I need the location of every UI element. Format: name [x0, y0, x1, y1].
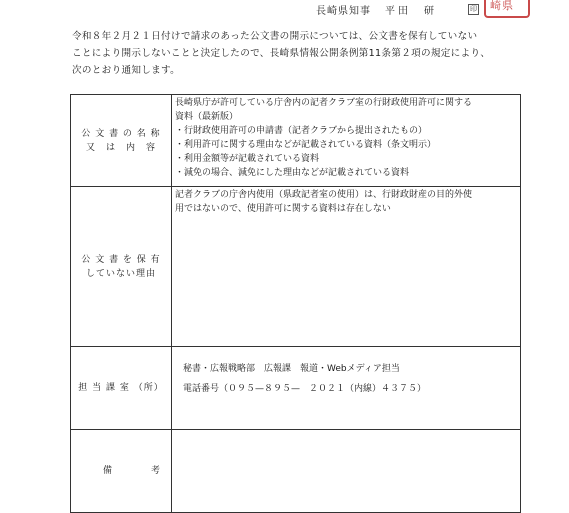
intro-paragraph [72, 28, 532, 79]
content-reason: 記者クラブの庁舎内使用（県政記者室の使用）は、行財政財産の目的外使 用ではないので、使用許可に関する資料は存在しない [172, 187, 521, 347]
seal-text: 崎県 [490, 0, 514, 12]
issuer-line [316, 2, 437, 17]
label-department: 担 当 課 室 （所） [71, 347, 172, 430]
department-name: 秘書・広報戦略部 広報課 報道・Webメディア担当 [183, 364, 400, 374]
issuer-name: 平田 研 [385, 6, 437, 17]
label-remarks: 備 考 [71, 430, 172, 513]
content-remarks [172, 430, 521, 513]
content-department [172, 347, 521, 430]
seal-mark-icon: 印 [470, 5, 477, 13]
notice-table [70, 94, 521, 513]
content-document-name: 長崎県庁が許可している庁舎内の記者クラブ室の行財政使用許可に関する 資料（最新版） ・行財政使用許可の申請書（記者クラブから提出されたもの） ・利用許可に関する理由などが記載されている資料（条文明示） ・利用金額等が記載されている資料 ・減免の場合、減免にした理由などが記載されている資料 [172, 95, 521, 187]
intro-line-1: 令和８年２月２１日付けで請求のあった公文書の開示については、公文書を保有していない [72, 31, 478, 42]
table-row-department [71, 347, 521, 430]
table-row-reason [71, 187, 521, 347]
department-phone: 電話番号（０９５—８９５— ２０２１（内線）４３７５） [183, 384, 427, 394]
label-document-name: 公 文 書 の 名 称 又 は 内 容 [71, 95, 172, 187]
label-reason: 公 文 書 を 保 有 していない理由 [71, 187, 172, 347]
official-seal-icon [484, 0, 530, 18]
intro-line-2: ことにより開示しないことと決定したので、長崎県情報公開条例第11条第２項の規定により、 [72, 48, 491, 59]
issuer-title: 長崎県知事 [316, 6, 371, 17]
table-row-remarks [71, 430, 521, 513]
table-row-document-name [71, 95, 521, 187]
intro-line-3: 次のとおり通知します。 [72, 65, 181, 76]
